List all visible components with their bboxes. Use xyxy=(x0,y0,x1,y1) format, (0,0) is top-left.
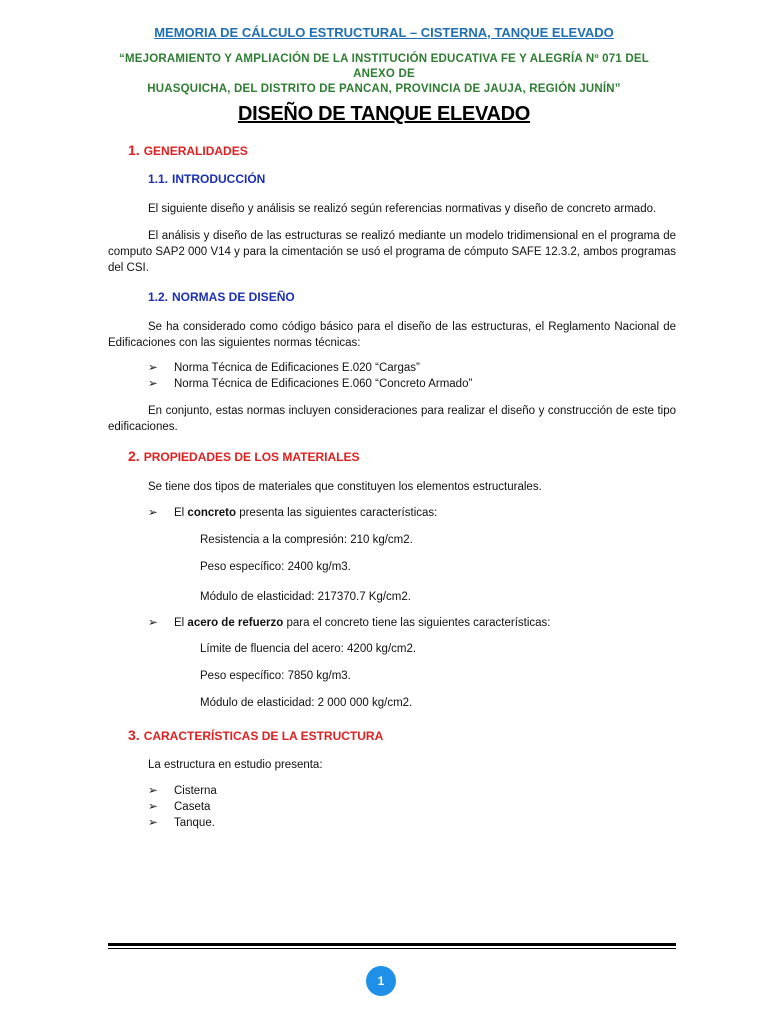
subsection-number: 1.1. xyxy=(148,172,169,186)
list-item-steel xyxy=(148,615,551,631)
list-item-text: Norma Técnica de Edificaciones E.060 “Concreto Armado” xyxy=(174,378,473,390)
list-item xyxy=(148,799,210,815)
section-title: GENERALIDADES xyxy=(143,144,248,158)
material-name: acero de refuerzo xyxy=(187,617,284,629)
material-property: Resistencia a la compresión: 210 kg/cm2. xyxy=(200,534,413,546)
section-1-heading xyxy=(128,142,248,158)
section-title: PROPIEDADES DE LOS MATERIALES xyxy=(143,450,360,464)
project-line-1: “MEJORAMIENTO Y AMPLIACIÓN DE LA INSTITUCIÓN EDUCATIVA FE Y ALEGRÍA Nº 071 DEL ANEXO DE xyxy=(119,53,649,80)
material-property: Peso específico: 2400 kg/m3. xyxy=(200,561,351,573)
subsection-1-2-heading xyxy=(148,290,295,304)
arrow-bullet-icon: ➢ xyxy=(148,507,158,519)
list-item-text-prefix: El xyxy=(174,507,188,519)
subsection-title: INTRODUCCIÓN xyxy=(172,172,266,186)
material-property: Módulo de elasticidad: 2 000 000 kg/cm2. xyxy=(200,697,413,709)
material-property: Módulo de elasticidad: 217370.7 Kg/cm2. xyxy=(200,591,411,603)
material-property: Peso específico: 7850 kg/m3. xyxy=(200,670,351,682)
page-number-badge: 1 xyxy=(366,966,396,996)
section-title: CARACTERÍSTICAS DE LA ESTRUCTURA xyxy=(143,729,384,743)
section-number: 2. xyxy=(128,448,140,464)
section-3-heading xyxy=(128,727,383,743)
document-title: DISEÑO DE TANQUE ELEVADO xyxy=(237,103,531,125)
list-item-text: Cisterna xyxy=(174,785,217,797)
list-item-text: Caseta xyxy=(174,801,211,813)
arrow-bullet-icon: ➢ xyxy=(148,378,158,390)
list-item-text-suffix: presenta las siguientes características: xyxy=(236,507,438,519)
material-name: concreto xyxy=(187,507,236,519)
paragraph: Se ha considerado como código básico para el diseño de las estructuras, el Reglamento Nacional de Edificaciones con las siguientes normas técnicas: xyxy=(108,321,676,349)
footer-rule-thin xyxy=(108,948,676,949)
paragraph: El análisis y diseño de las estructuras se realizó mediante un modelo tridimensional en el programa de computo SAP2 000 V14 y para la cimentación se usó el programa de cómputo SAFE 12.3.2, ambos programas del CSI. xyxy=(108,230,676,274)
list-item xyxy=(148,376,472,392)
arrow-bullet-icon: ➢ xyxy=(148,362,158,374)
list-item-text-prefix: El xyxy=(174,617,188,629)
section-number: 3. xyxy=(128,727,140,743)
footer-rule xyxy=(108,943,676,946)
list-item xyxy=(148,815,215,831)
list-item-concrete xyxy=(148,505,437,521)
section-number: 1. xyxy=(128,142,140,158)
list-item-text: Tanque. xyxy=(174,817,215,829)
header-title: MEMORIA DE CÁLCULO ESTRUCTURAL – CISTERNA, TANQUE ELEVADO xyxy=(154,25,614,40)
section-2-heading xyxy=(128,448,360,464)
arrow-bullet-icon: ➢ xyxy=(148,617,158,629)
list-item-text-suffix: para el concreto tiene las siguientes características: xyxy=(283,617,551,629)
paragraph: El siguiente diseño y análisis se realizó según referencias normativas y diseño de concreto armado. xyxy=(148,203,657,215)
subsection-title: NORMAS DE DISEÑO xyxy=(172,290,295,304)
paragraph: En conjunto, estas normas incluyen consideraciones para realizar el diseño y construcción de este tipo edificaciones. xyxy=(108,405,676,433)
project-line-2: HUASQUICHA, DEL DISTRITO DE PANCAN, PROVINCIA DE JAUJA, REGIÓN JUNÍN” xyxy=(147,83,621,95)
list-item xyxy=(148,360,420,376)
arrow-bullet-icon: ➢ xyxy=(148,817,158,829)
material-property: Límite de fluencia del acero: 4200 kg/cm2. xyxy=(200,643,417,655)
list-item xyxy=(148,783,217,799)
project-name xyxy=(100,52,668,97)
paragraph: La estructura en estudio presenta: xyxy=(148,759,323,771)
subsection-1-1-heading xyxy=(148,172,265,186)
subsection-number: 1.2. xyxy=(148,290,169,304)
arrow-bullet-icon: ➢ xyxy=(148,785,158,797)
arrow-bullet-icon: ➢ xyxy=(148,801,158,813)
list-item-text: Norma Técnica de Edificaciones E.020 “Cargas” xyxy=(174,362,420,374)
paragraph: Se tiene dos tipos de materiales que constituyen los elementos estructurales. xyxy=(148,481,542,493)
